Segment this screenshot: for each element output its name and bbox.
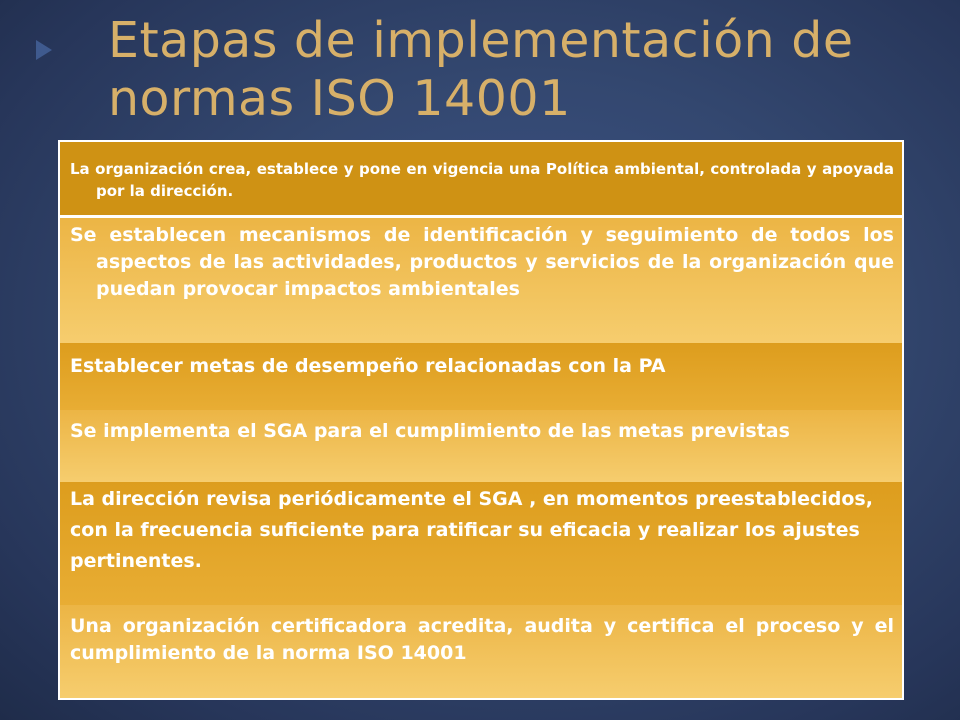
stage-row-policy: La organización crea, establece y pone en vigencia una Política ambiental, controlada y apoyada por la dirección. [60,142,902,218]
slide-title: Etapas de implementación de normas ISO 14001 [108,12,854,127]
stage-row-identification: Se establecen mecanismos de identificación y seguimiento de todos los aspectos de las actividades, productos y servicios de la organización que puedan provocar impactos ambientales [60,218,902,343]
stage-row-implementation: Se implementa el SGA para el cumplimiento de las metas previstas [60,410,902,482]
stage-row-certification: Una organización certificadora acredita, audita y certifica el proceso y el cumplimiento de la norma ISO 14001 [60,605,902,698]
stages-table [58,140,904,700]
bullet-arrow-icon [36,40,52,60]
stage-row-review: La dirección revisa periódicamente el SGA , en momentos preestablecidos, con la frecuencia suficiente para ratificar su eficacia y realizar los ajustes pertinentes. [60,482,902,605]
stage-row-goals: Establecer metas de desempeño relacionadas con la PA [60,343,902,410]
